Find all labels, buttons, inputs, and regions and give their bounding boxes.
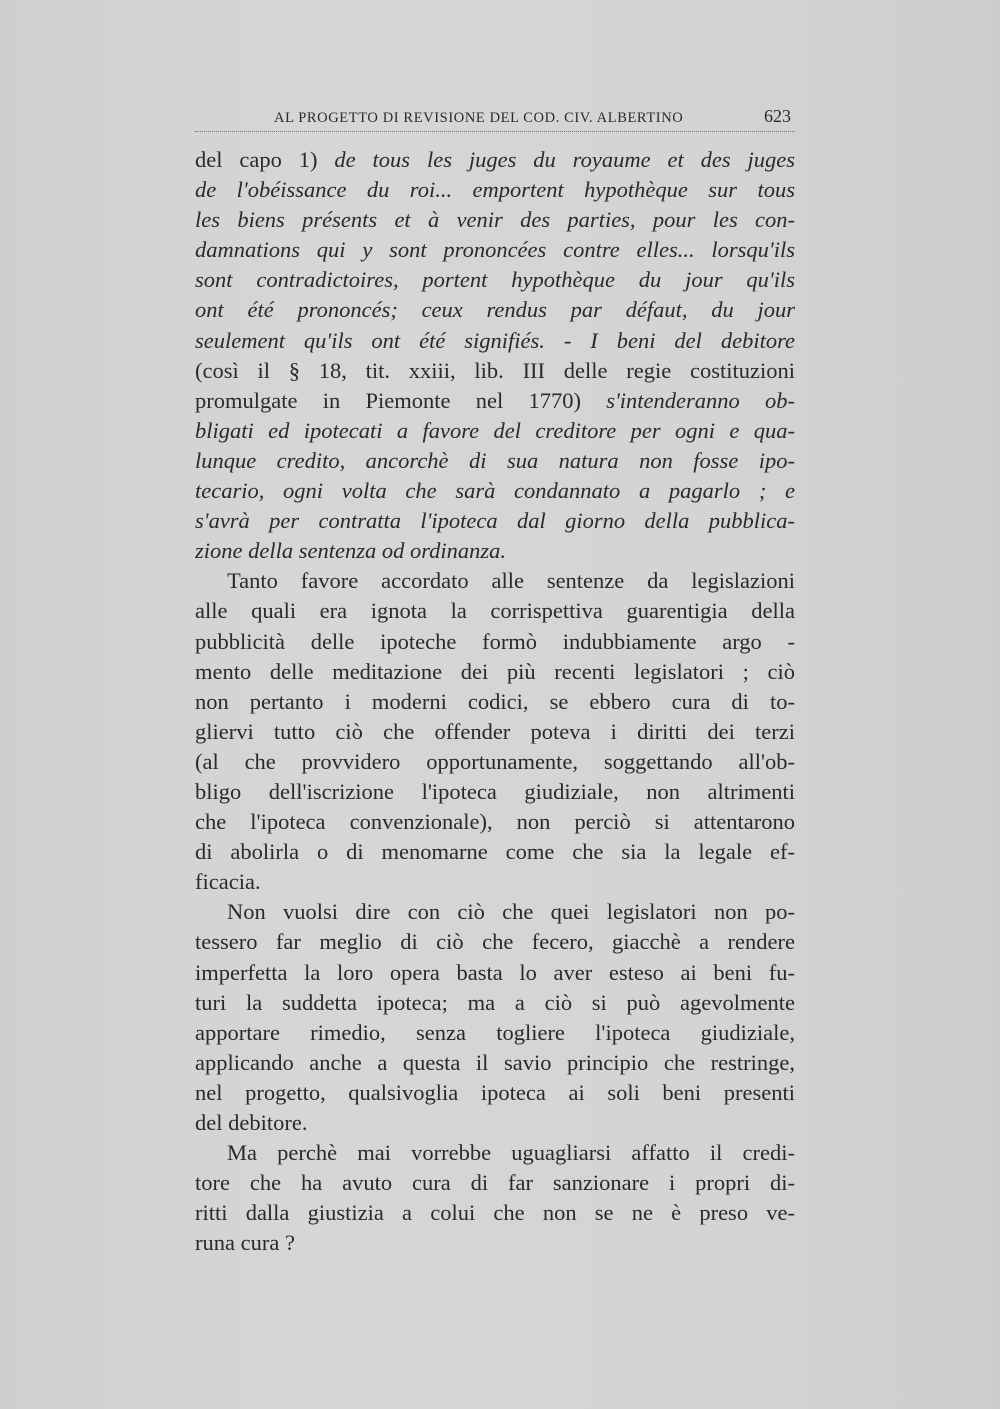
- text-line: [195, 1078, 795, 1108]
- italic-text-segment: damnations qui y sont prononcées contre elles... lorsqu'ils: [195, 237, 795, 263]
- text-line: [195, 386, 795, 416]
- text-line: [195, 566, 795, 596]
- text-line: [195, 1228, 795, 1258]
- text-line: [195, 1198, 795, 1228]
- text-segment: del capo 1): [195, 147, 335, 172]
- text-segment: Tanto favore accordato alle sentenze da legislazioni: [227, 568, 795, 594]
- italic-text-segment: lunque credito, ancorchè di sua natura non fosse ipo-: [195, 447, 795, 473]
- text-line: [195, 988, 795, 1018]
- text-segment: bligo dell'iscrizione l'ipoteca giudiziale, non altrimenti: [195, 778, 795, 804]
- text-segment: Non vuolsi dire con ciò che quei legislatori non po-: [227, 899, 795, 925]
- text-line: [195, 1108, 795, 1138]
- text-line: [195, 416, 795, 446]
- text-segment: mento delle meditazione dei più recenti legislatori ; ciò: [195, 658, 795, 684]
- text-line: [195, 837, 795, 867]
- text-segment: Ma perchè mai vorrebbe uguagliarsi affatto il credi-: [227, 1140, 795, 1166]
- text-segment: turi la suddetta ipoteca; ma a ciò si può agevolmente: [195, 989, 795, 1015]
- text-line: [195, 747, 795, 777]
- text-line: [195, 1168, 795, 1198]
- text-segment: promulgate in Piemonte nel 1770): [195, 387, 607, 413]
- text-segment: ficacia.: [195, 869, 261, 895]
- text-segment: gliervi tutto ciò che offender poteva i diritti dei terzi: [195, 718, 795, 744]
- text-line: [195, 1138, 795, 1168]
- text-line: [195, 1018, 795, 1048]
- text-line: [195, 476, 795, 506]
- text-line: [195, 777, 795, 807]
- text-segment: del debitore.: [195, 1110, 308, 1135]
- text-line: [195, 657, 795, 687]
- text-segment: apportare rimedio, senza togliere l'ipoteca giudiziale,: [195, 1019, 795, 1045]
- text-segment: di abolirla o di menomarne come che sia la legale ef-: [195, 839, 795, 865]
- italic-text-segment: sont contradictoires, portent hypothèque du jour qu'ils: [195, 267, 795, 293]
- text-line: [195, 1048, 795, 1078]
- text-line: [195, 627, 795, 657]
- running-head: [195, 106, 795, 134]
- text-line: [195, 596, 795, 626]
- text-line: [195, 326, 795, 356]
- text-line: [195, 145, 795, 175]
- italic-text-segment: s'intenderanno ob-: [606, 387, 795, 413]
- text-line: [195, 175, 795, 205]
- text-line: [195, 265, 795, 295]
- text-line: [195, 927, 795, 957]
- italic-text-segment: tecario, ogni volta che sarà condannato a pagarlo ; e: [195, 478, 795, 504]
- header-rule: [195, 131, 795, 132]
- text-line: [195, 897, 795, 927]
- text-line: [195, 446, 795, 476]
- text-line: [195, 687, 795, 717]
- italic-text-segment: de tous les juges du royaume et des juges: [334, 147, 795, 172]
- text-segment: non pertanto i moderni codici, se ebbero cura di to-: [195, 688, 795, 714]
- text-segment: (così il § 18, tit. xxiii, lib. III delle regie costituzioni: [195, 357, 795, 383]
- body-text: [195, 145, 795, 1258]
- text-segment: alle quali era ignota la corrispettiva guarentigia della: [195, 598, 795, 624]
- text-line: [195, 295, 795, 325]
- italic-text-segment: s'avrà per contratta l'ipoteca dal giorno della pubblica-: [195, 508, 795, 534]
- text-line: [195, 205, 795, 235]
- italic-text-segment: les biens présents et à venir des parties, pour les con-: [195, 207, 795, 233]
- text-segment: runa cura ?: [195, 1230, 295, 1256]
- text-segment: che l'ipoteca convenzionale), non perciò si attentarono: [195, 809, 795, 835]
- text-line: [195, 506, 795, 536]
- text-segment: imperfetta la loro opera basta lo aver esteso ai beni fu-: [195, 959, 795, 985]
- italic-text-segment: zione della sentenza od ordinanza.: [195, 538, 507, 564]
- text-segment: pubblicità delle ipoteche formò indubbiamente argo -: [195, 628, 795, 654]
- page-number: 623: [764, 106, 791, 126]
- text-segment: applicando anche a questa il savio principio che restringe,: [195, 1049, 795, 1075]
- text-line: [195, 536, 795, 566]
- italic-text-segment: de l'obéissance du roi... emportent hypothèque sur tous: [195, 177, 795, 203]
- italic-text-segment: bligati ed ipotecati a favore del creditore per ogni e qua-: [195, 417, 795, 443]
- running-title: AL PROGETTO DI REVISIONE DEL COD. CIV. ALBERTINO: [274, 110, 684, 126]
- text-segment: (al che provvidero opportunamente, soggettando all'ob-: [195, 748, 795, 774]
- italic-text-segment: seulement qu'ils ont été signifiés. - I beni del debitore: [195, 327, 795, 353]
- text-segment: nel progetto, qualsivoglia ipoteca ai soli beni presenti: [195, 1079, 795, 1105]
- text-segment: tessero far meglio di ciò che fecero, giacchè a rendere: [195, 929, 795, 955]
- text-line: [195, 807, 795, 837]
- text-line: [195, 235, 795, 265]
- text-segment: tore che ha avuto cura di far sanzionare i propri di-: [195, 1170, 795, 1196]
- text-line: [195, 867, 795, 897]
- text-line: [195, 356, 795, 386]
- italic-text-segment: ont été prononcés; ceux rendus par défaut, du jour: [195, 297, 795, 323]
- text-segment: ritti dalla giustizia a colui che non se ne è preso ve-: [195, 1200, 795, 1226]
- text-line: [195, 717, 795, 747]
- text-line: [195, 958, 795, 988]
